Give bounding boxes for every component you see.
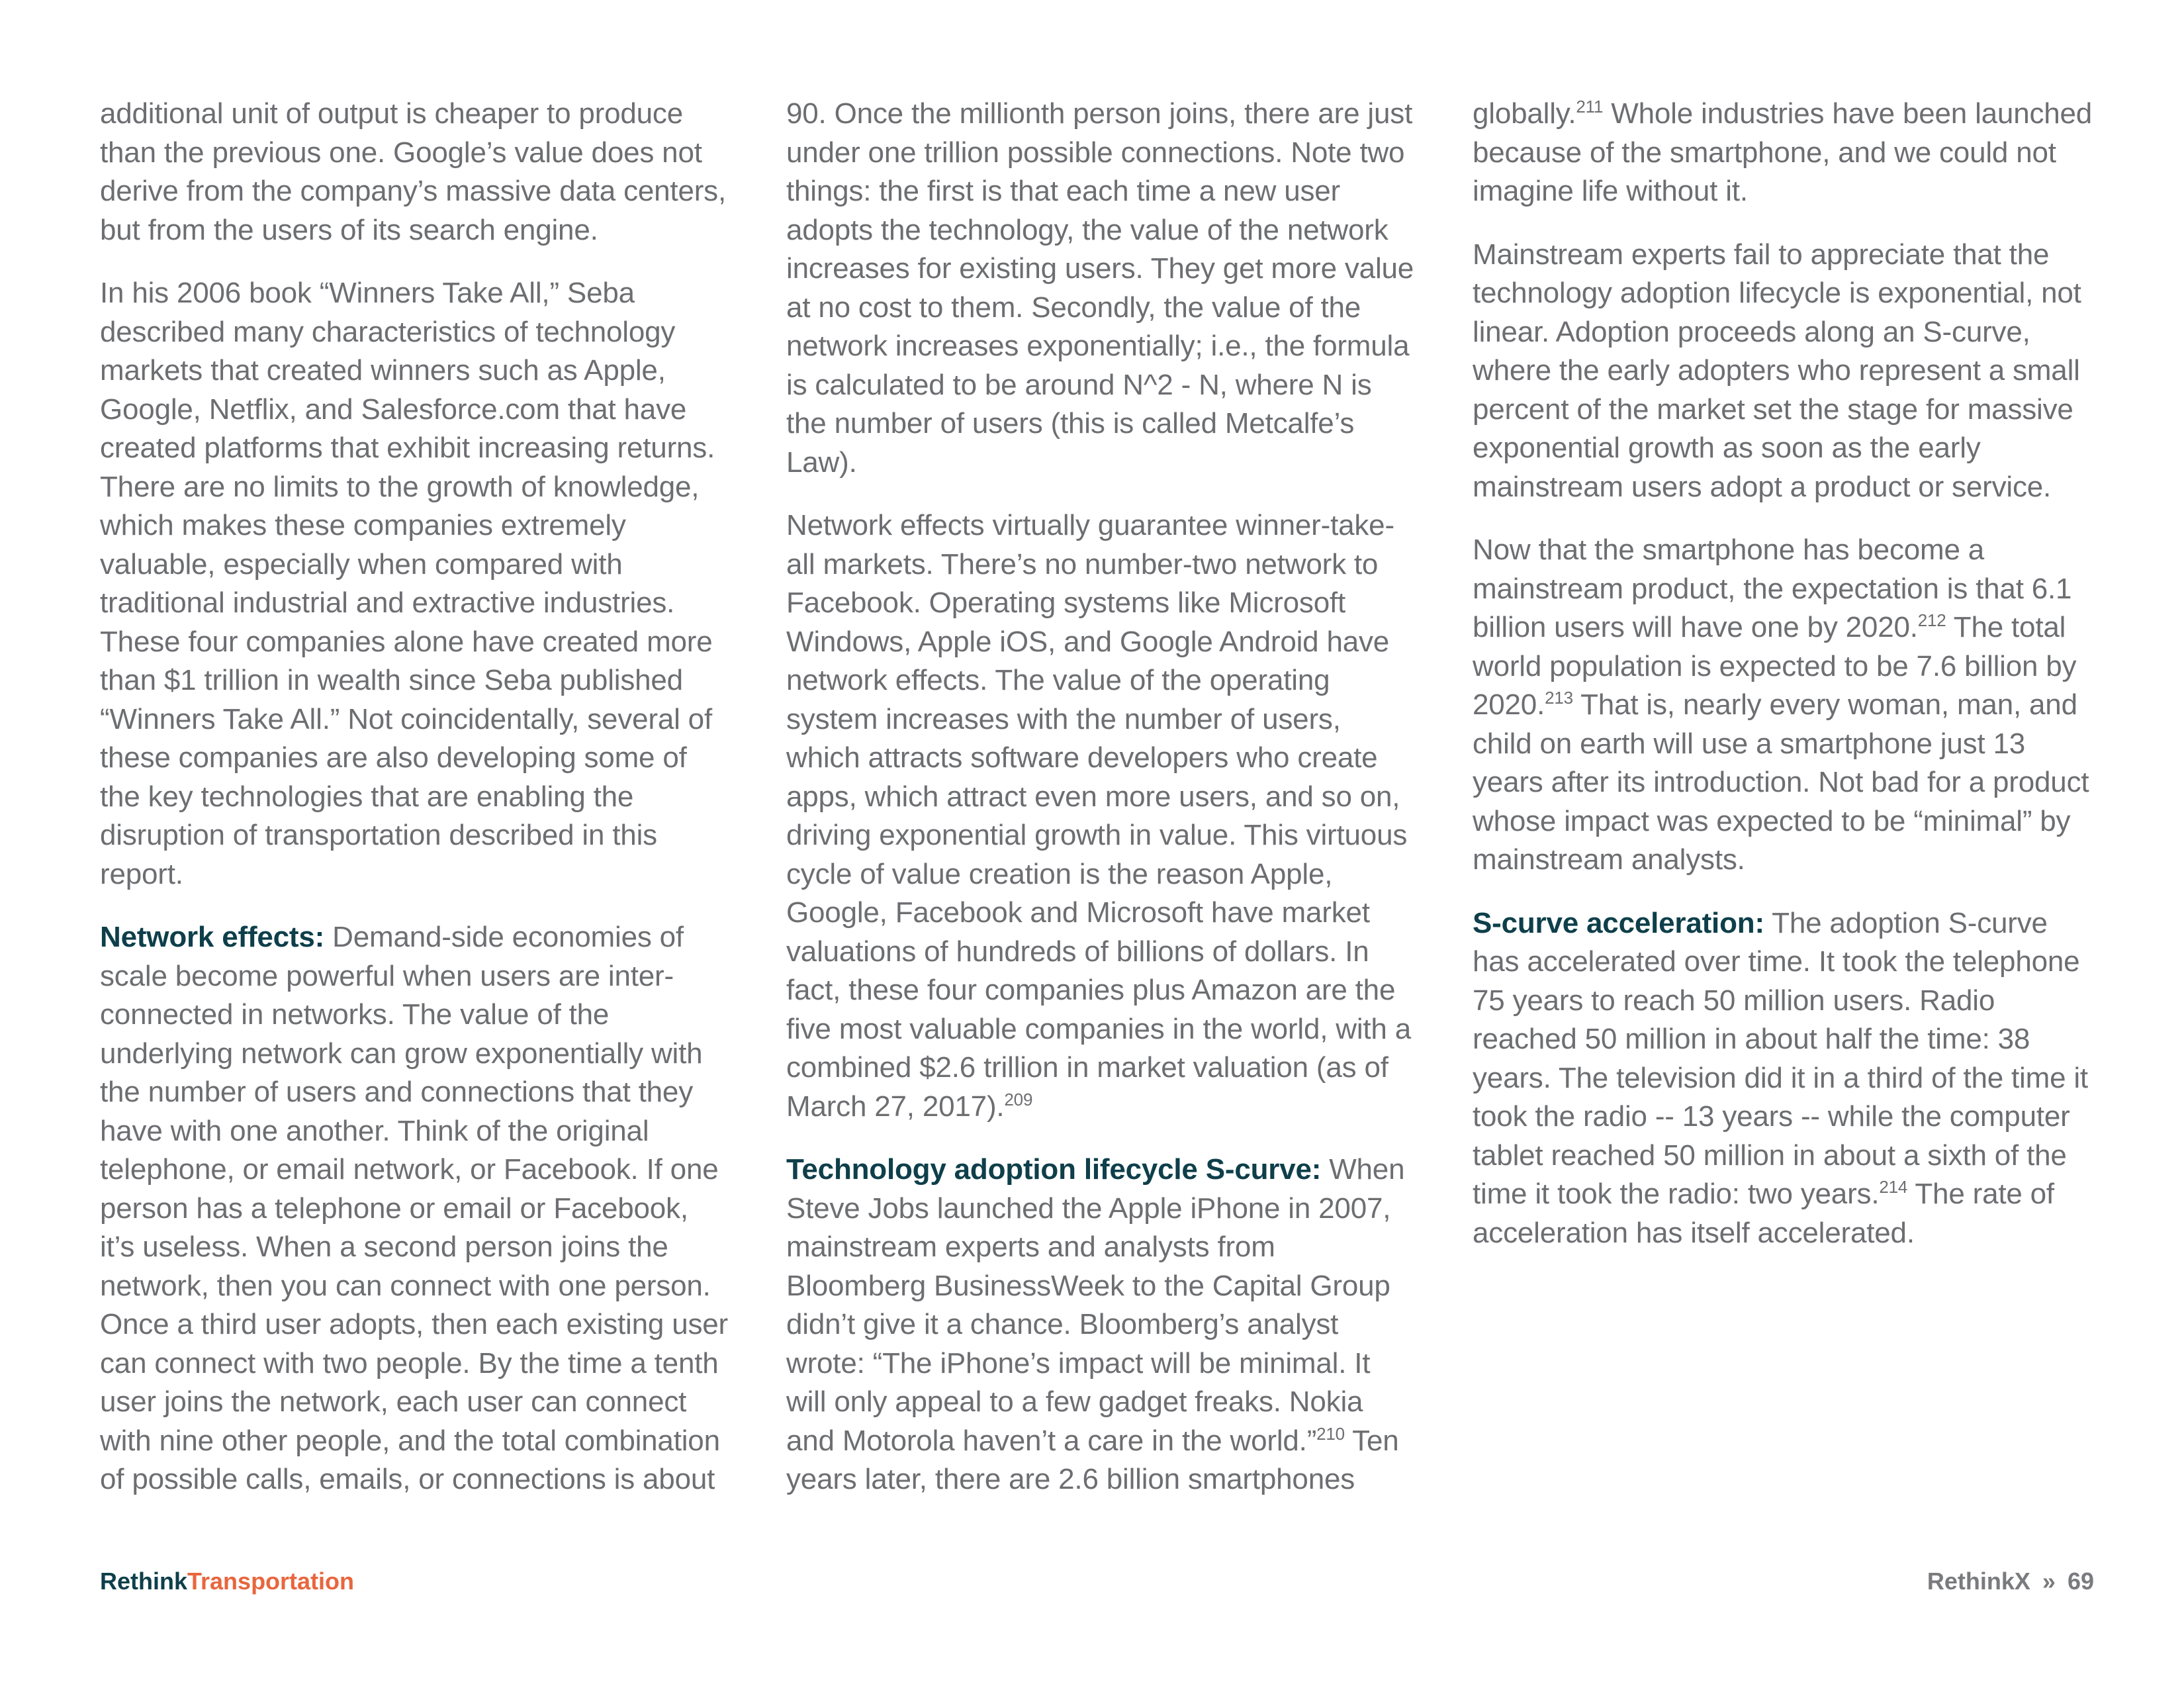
column-3 <box>1473 95 2101 1277</box>
paragraph: Network effects virtually guarantee winner-take-all markets. There’s no number-two network to Facebook. Operating systems like Microsoft Windows, Apple iOS, and Google Android have network effects. The value of the operating system increases with the number of users, which attracts software developers who create apps, which attract even more users, and so on, driving exponential growth in value. This virtuous cycle of value creation is the reason Apple, Google, Facebook and Microsoft have market valuations of hundreds of billions of dollars. In fact, these four companies plus Amazon are the five most valuable companies in the world, with a combined $2.6 trillion in market valuation (as of March 27, 2017).$^{209}$ <box>786 509 1411 1123</box>
footer-org: RethinkX <box>1927 1568 2030 1595</box>
paragraph: globally.$^{211}$ Whole industries have been launched because of the smartphone, and we could not imagine life without it. <box>1473 97 2093 207</box>
paragraph: additional unit of output is cheaper to produce than the previous one. Google’s value does not derive from the company’s massive data centers, but from the users of its search engine. <box>100 97 726 246</box>
footnote-ref: 210 <box>1316 1423 1345 1444</box>
paragraph: Now that the smartphone has become a mainstream product, the expectation is that 6.1 billion users will have one by 2020.$^{212}$ The total world population is expected to be 7.6 billion by 2020.$^{213}$ That is, nearly every woman, man, and child on earth will use a smartphone just 13 years after its introduction. Not bad for a product whose impact was expected to be “minimal” by mainstream analysts. <box>1473 534 2089 876</box>
column-1 <box>100 95 729 1524</box>
paragraph: Mainstream experts fail to appreciate that the technology adoption lifecycle is exponential, not linear. Adoption proceeds along an S-curve, where the early adopters who represent a small percent of the market set the stage for massive exponential growth as soon as the early mainstream users adopt a product or service. <box>1473 238 2081 503</box>
brand-rethink: Rethink <box>100 1568 188 1595</box>
footnote-ref: 214 <box>1879 1177 1908 1197</box>
footer-brand <box>100 1568 354 1595</box>
section-heading-s-curve: Technology adoption lifecycle S-curve: <box>786 1153 1322 1186</box>
paragraph: In his 2006 book “Winners Take All,” Seba described many characteristics of technology markets that created winners such as Apple, Google, Netflix, and Salesforce.com that have created platforms that exhibit increasing returns. There are no limits to the growth of knowledge, which makes these companies extremely valuable, especially when compared with traditional industrial and extractive industries. These four companies alone have created more than $1 trillion in wealth since Seba published “Winners Take All.” Not coincidentally, several of these companies are also developing some of the key technologies that are enabling the disruption of transportation described in this report. <box>100 277 715 890</box>
brand-transportation: Transportation <box>187 1568 355 1595</box>
paragraph: 90. Once the millionth person joins, there are just under one trillion possible connections. Note two things: the first is that each time a new user adopts the technology, the value of the network increases for existing users. They get more value at no cost to them. Secondly, the value of the network increases exponentially; i.e., the formula is calculated to be around N^2 - N, where N is the number of users (this is called Metcalfe’s Law). <box>786 97 1414 479</box>
section-heading-network-effects: Network effects: <box>100 921 325 953</box>
page-number: 69 <box>2067 1568 2094 1595</box>
paragraph: Network effects: Demand-side economies of scale become powerful when users are inter-connected in networks. The value of the underlying network can grow exponentially with the number of users and connections that they have with one another. Think of the original telephone, or email network, or Facebook. If one person has a telephone or email or Facebook, it’s useless. When a second person joins the network, then you can connect with one person. Once a third user adopts, then each existing user can connect with two people. By the time a tenth user joins the network, each user can connect with nine other people, and the total combination of possible calls, emails, or connections is about <box>100 921 728 1495</box>
paragraph: Technology adoption lifecycle S-curve: When Steve Jobs launched the Apple iPhone in 2007, mainstream experts and analysts from Bloomberg BusinessWeek to the Capital Group didn’t give it a chance. Bloomberg’s analyst wrote: “The iPhone’s impact will be minimal. It will only appeal to a few gadget freaks. Nokia and Motorola haven’t a care in the world.”$^{210}$ Ten years later, there are 2.6 billion smartphones <box>786 1153 1405 1495</box>
footnote-ref: 212 <box>1917 610 1946 630</box>
footer-page-info <box>1927 1568 2094 1595</box>
paragraph: S-curve acceleration: The adoption S-curve has accelerated over time. It took the telephone 75 years to reach 50 million users. Radio reached 50 million in about half the time: 38 years. The television did it in a third of the time it took the radio -- 13 years -- while the computer tablet reached 50 million in about a sixth of the time it took the radio: two years.$^{214}$ The rate of acceleration has itself accelerated. <box>1473 906 2088 1249</box>
column-2 <box>786 95 1415 1524</box>
section-heading-s-curve-acceleration: S-curve acceleration: <box>1473 906 1764 939</box>
footnote-ref: 213 <box>1545 688 1573 708</box>
footer-separator: » <box>2042 1568 2056 1595</box>
footnote-ref: 211 <box>1576 97 1604 117</box>
footnote-ref: 209 <box>1004 1089 1033 1109</box>
